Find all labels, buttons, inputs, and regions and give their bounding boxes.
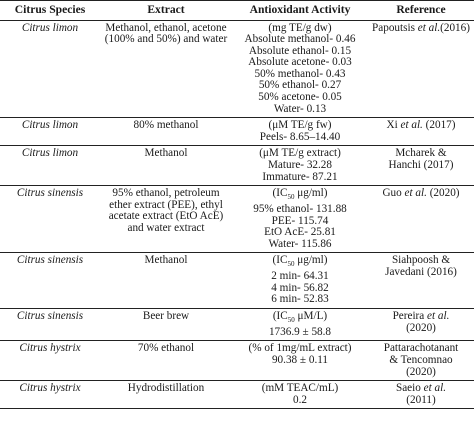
species-cell: Citrus sinensis bbox=[0, 253, 100, 309]
reference-cell bbox=[368, 341, 474, 381]
activity-cell bbox=[232, 341, 368, 381]
reference-line: Saeio et al. bbox=[395, 382, 447, 395]
extract-line: Methanol bbox=[144, 147, 188, 160]
header-row bbox=[0, 1, 474, 21]
reference-cell bbox=[368, 309, 474, 341]
extract-line: 70% ethanol bbox=[137, 342, 195, 355]
subscript: 50 bbox=[287, 316, 295, 325]
header-activity: Antioxidant Activity bbox=[232, 1, 368, 21]
reference-line: Pereira et al. bbox=[392, 310, 450, 323]
activity-line: (μM TE/g fw) bbox=[268, 119, 332, 132]
extract-line: Methanol bbox=[144, 254, 188, 267]
activity-unit: ($IC_{50}$ μg/ml) bbox=[272, 187, 328, 202]
reference-etal: et al. bbox=[414, 21, 441, 34]
activity-cell bbox=[232, 146, 368, 186]
activity-line: 1736.9 ± 58.8 bbox=[268, 325, 332, 338]
extract-line: 80% methanol bbox=[133, 119, 199, 132]
reference-line: Javedani (2016) bbox=[385, 266, 457, 279]
table-row bbox=[0, 146, 474, 186]
reference-etal: et al. bbox=[400, 119, 423, 132]
activity-line: 95% ethanol- 131.88 bbox=[253, 203, 347, 216]
reference-line: (2020) bbox=[406, 321, 436, 334]
reference-cell bbox=[368, 381, 474, 409]
header-extract: Extract bbox=[100, 1, 232, 21]
activity-line: Immature- 87.21 bbox=[262, 170, 338, 183]
activity-unit: ($IC_{50}$ μM/L) bbox=[272, 310, 328, 325]
activity-line: (mM TEAC/mL) bbox=[261, 382, 339, 395]
reference-cell bbox=[368, 20, 474, 118]
activity-line: (mg TE/g dw) bbox=[268, 21, 332, 34]
species-cell: Citrus hystrix bbox=[0, 381, 100, 409]
reference-line: (2011) bbox=[406, 393, 436, 406]
activity-line: 6 min- 52.83 bbox=[271, 293, 329, 306]
reference-cell bbox=[368, 146, 474, 186]
activity-line: Mature- 32.28 bbox=[267, 159, 332, 172]
reference-etal: et al. bbox=[427, 310, 450, 323]
activity-cell bbox=[232, 381, 368, 409]
reference-line: Pattarachotanant bbox=[383, 342, 459, 355]
table-row bbox=[0, 381, 474, 409]
table-row bbox=[0, 118, 474, 146]
reference-line: Xi et al. (2017) bbox=[386, 119, 456, 132]
activity-line: 4 min- 56.82 bbox=[271, 281, 329, 294]
activity-line: Absolute ethanol- 0.15 bbox=[248, 44, 352, 57]
species-cell: Citrus sinensis bbox=[0, 309, 100, 341]
activity-cell bbox=[232, 118, 368, 146]
table-body bbox=[0, 20, 474, 409]
species-cell: Citrus limon bbox=[0, 20, 100, 118]
table-row bbox=[0, 253, 474, 309]
activity-line: PEE- 115.74 bbox=[271, 214, 329, 227]
activity-line: 50% methanol- 0.43 bbox=[254, 67, 346, 80]
activity-cell bbox=[232, 20, 368, 118]
activity-line: (% of 1mg/mL extract) bbox=[248, 342, 352, 355]
table-row bbox=[0, 341, 474, 381]
activity-line: 90.38 ± 0.11 bbox=[271, 354, 329, 367]
species-cell: Citrus sinensis bbox=[0, 186, 100, 253]
activity-line: 50% ethanol- 0.27 bbox=[258, 79, 342, 92]
extract-line: 95% ethanol, petroleum bbox=[112, 187, 220, 200]
reference-line: & Tencomnao bbox=[389, 354, 453, 367]
reference-line: Siahpoosh & bbox=[391, 254, 451, 267]
species-cell: Citrus limon bbox=[0, 146, 100, 186]
reference-line: Guo et al. (2020) bbox=[382, 187, 460, 200]
species-cell: Citrus hystrix bbox=[0, 341, 100, 381]
activity-line: 50% acetone- 0.05 bbox=[258, 91, 342, 104]
activity-line: (μM TE/g extract) bbox=[259, 147, 341, 160]
table-row bbox=[0, 186, 474, 253]
subscript: 50 bbox=[287, 260, 295, 269]
activity-cell bbox=[232, 186, 368, 253]
extract-cell bbox=[100, 146, 232, 186]
reference-line: Papoutsis et al.(2016) bbox=[372, 21, 470, 34]
activity-cell bbox=[232, 253, 368, 309]
activity-line: Absolute methanol- 0.46 bbox=[244, 33, 356, 46]
reference-cell bbox=[368, 118, 474, 146]
table-row bbox=[0, 20, 474, 118]
reference-etal: et al. bbox=[404, 187, 427, 200]
activity-line: 0.2 bbox=[293, 393, 307, 406]
extract-cell bbox=[100, 253, 232, 309]
activity-unit: ($IC_{50}$ μg/ml) bbox=[272, 254, 328, 269]
extract-line: acetate extract (EtO AcE) bbox=[108, 210, 224, 223]
reference-cell bbox=[368, 253, 474, 309]
extract-cell bbox=[100, 341, 232, 381]
extract-line: Beer brew bbox=[142, 310, 190, 323]
extract-cell bbox=[100, 20, 232, 118]
activity-line: EtO AcE- 25.81 bbox=[264, 226, 336, 239]
extract-cell bbox=[100, 186, 232, 253]
activity-line: Water- 115.86 bbox=[268, 237, 332, 250]
activity-line: Absolute acetone- 0.03 bbox=[248, 56, 352, 69]
table-row bbox=[0, 309, 474, 341]
extract-cell bbox=[100, 309, 232, 341]
extract-line: (100% and 50%) and water bbox=[104, 33, 228, 46]
extract-cell bbox=[100, 381, 232, 409]
reference-cell bbox=[368, 186, 474, 253]
extract-line: ether extract (PEE), ethyl bbox=[109, 198, 223, 211]
header-reference: Reference bbox=[368, 1, 474, 21]
reference-line: Hanchi (2017) bbox=[388, 159, 454, 172]
species-cell: Citrus limon bbox=[0, 118, 100, 146]
extract-line: Hydrodistillation bbox=[127, 382, 205, 395]
activity-line: 2 min- 64.31 bbox=[271, 270, 329, 283]
extract-cell bbox=[100, 118, 232, 146]
header-species: Citrus Species bbox=[0, 1, 100, 21]
reference-line: (2020) bbox=[406, 365, 436, 378]
reference-etal: et al. bbox=[423, 382, 447, 395]
activity-line: Peels- 8.65–14.40 bbox=[259, 130, 341, 143]
activity-line: Water- 0.13 bbox=[273, 102, 327, 115]
extract-line: Methanol, ethanol, acetone bbox=[105, 21, 227, 34]
subscript: 50 bbox=[287, 193, 295, 202]
activity-cell bbox=[232, 309, 368, 341]
extract-line: and water extract bbox=[127, 222, 205, 234]
reference-line: Mcharek & bbox=[395, 147, 447, 160]
